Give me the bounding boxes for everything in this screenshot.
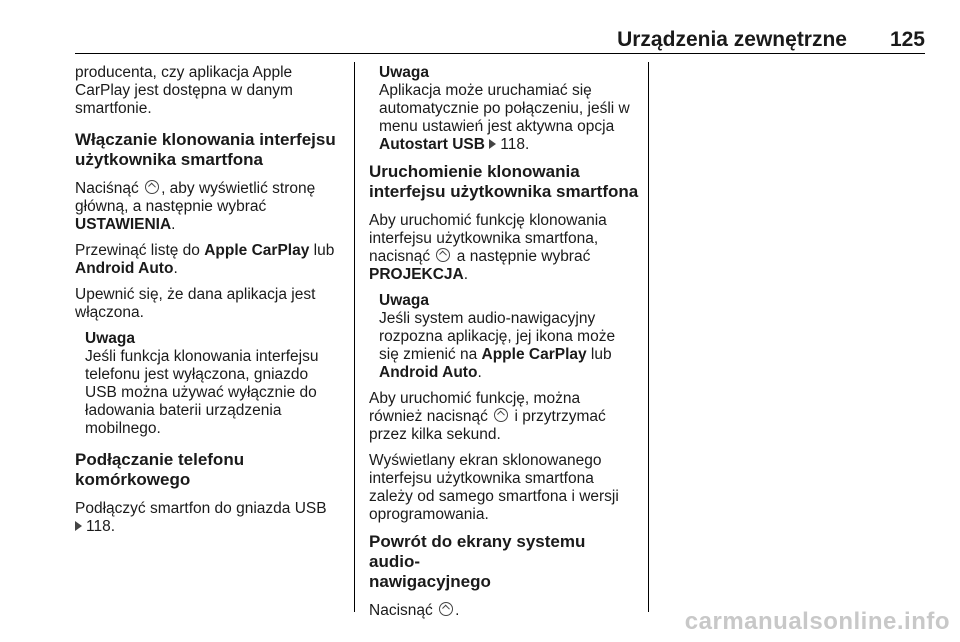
paragraph-press-hold: Aby uruchomić funkcję, można również nacisnąć i przytrzymać przez kilka sekund. (369, 390, 606, 443)
section-title: Urządzenia zewnętrzne (617, 28, 847, 51)
heading-connect-phone: Podłączanie telefonu komórkowego (75, 450, 245, 489)
paragraph-press-home: Naciśnąć , aby wyświetlić stronę główną, a następnie wybrać USTAWIENIA. (75, 180, 316, 233)
column-1 (75, 64, 345, 544)
page-header (75, 28, 925, 52)
column-divider-right (648, 62, 649, 612)
home-icon (439, 602, 453, 616)
paragraph-ensure-enabled: Upewnić się, że dana aplikacja jest włączona. (75, 286, 316, 321)
watermark: carmanualsonline.info (684, 608, 950, 635)
page-ref-link[interactable]: 118. (86, 518, 116, 535)
page-number: 125 (889, 28, 925, 51)
intro-paragraph: producenta, czy aplikacja Apple CarPlay jest dostępna w danym smartfonie. (75, 64, 293, 117)
note-box-icon-change: Uwaga Jeśli system audio-nawigacyjny rozpozna aplikację, jej ikona może się zmienić na Apple CarPlay lub Android Auto. (379, 292, 616, 381)
heading-start-mirroring: Uruchomienie klonowania interfejsu użytkownika smartfona (369, 162, 639, 201)
paragraph-connect-usb: Podłączyć smartfon do gniazda USB 118. (75, 500, 327, 535)
heading-return-audio: Powrót do ekrany systemu audio- nawigacyjnego (369, 532, 586, 591)
column-divider-left (354, 62, 355, 612)
paragraph-scroll-list: Przewinąć listę do Apple CarPlay lub Android Auto. (75, 242, 335, 277)
paragraph-press-return: Nacisnąć . (369, 602, 460, 619)
page-ref-arrow-icon (75, 521, 82, 531)
page-ref-arrow-icon (489, 139, 496, 149)
home-icon (145, 180, 159, 194)
note-box-autostart: Uwaga Aplikacja może uruchamiać się automatycznie po połączeniu, jeśli w menu ustawień jest aktywna opcja Autostart USB 118. (379, 64, 630, 153)
column-2 (369, 64, 639, 628)
paragraph-display-depends: Wyświetlany ekran sklonowanego interfejsu użytkownika smartfona zależy od samego smartfona i wersji oprogramowania. (369, 452, 619, 523)
header-rule (75, 53, 925, 54)
heading-enable-mirroring: Włączanie klonowania interfejsu użytkownika smartfona (75, 130, 336, 169)
home-icon (436, 248, 450, 262)
paragraph-start-mirroring: Aby uruchomić funkcję klonowania interfejsu użytkownika smartfona, nacisnąć a następnie wybrać PROJEKCJA. (369, 212, 607, 283)
page-ref-link[interactable]: 118. (500, 136, 530, 153)
home-icon (494, 408, 508, 422)
note-box: Uwaga Jeśli funkcja klonowania interfejsu telefonu jest wyłączona, gniazdo USB można używać wyłącznie do ładowania baterii urządzenia mobilnego. (85, 330, 345, 438)
note-title: Uwaga (85, 330, 135, 347)
